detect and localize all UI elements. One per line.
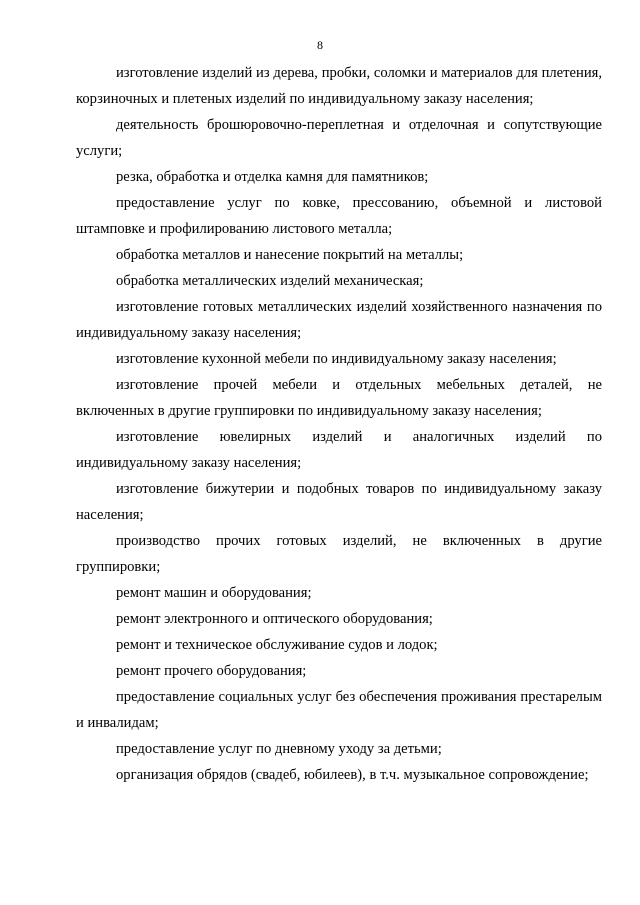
list-item: изготовление кухонной мебели по индивидуальному заказу населения; xyxy=(116,351,557,367)
list-item: организация обрядов (свадеб, юбилеев), в т.ч. музыкальное сопровождение; xyxy=(116,767,589,783)
list-item: изготовление изделий из дерева, пробки, соломки и материалов для плетения, корзиночных и плетеных изделий по индивидуальному заказу населения; xyxy=(76,65,602,107)
list-item: ремонт и техническое обслуживание судов и лодок; xyxy=(116,637,438,653)
list-item: резка, обработка и отделка камня для памятников; xyxy=(116,169,429,185)
document-body xyxy=(76,60,602,788)
list-item: деятельность брошюровочно-переплетная и отделочная и сопутствующие услуги; xyxy=(76,117,602,159)
list-item: ремонт прочего оборудования; xyxy=(116,663,307,679)
list-item: обработка металлов и нанесение покрытий на металлы; xyxy=(116,247,464,263)
list-item: предоставление социальных услуг без обеспечения проживания престарелым и инвалидам; xyxy=(76,689,602,731)
page-number: 8 xyxy=(317,38,323,52)
list-item: изготовление ювелирных изделий и аналогичных изделий по индивидуальному заказу населения; xyxy=(76,429,602,471)
list-item: ремонт электронного и оптического оборудования; xyxy=(116,611,433,627)
list-item: предоставление услуг по дневному уходу за детьми; xyxy=(116,741,442,757)
list-item: изготовление прочей мебели и отдельных мебельных деталей, не включенных в другие группировки по индивидуальному заказу населения; xyxy=(76,377,602,419)
list-item: изготовление бижутерии и подобных товаров по индивидуальному заказу населения; xyxy=(76,481,602,523)
list-item: обработка металлических изделий механическая; xyxy=(116,273,424,289)
list-item: предоставление услуг по ковке, прессованию, объемной и листовой штамповке и профилированию листового металла; xyxy=(76,195,602,237)
list-item: ремонт машин и оборудования; xyxy=(116,585,312,601)
list-item: изготовление готовых металлических изделий хозяйственного назначения по индивидуальному заказу населения; xyxy=(76,299,602,341)
list-item: производство прочих готовых изделий, не включенных в другие группировки; xyxy=(76,533,602,575)
